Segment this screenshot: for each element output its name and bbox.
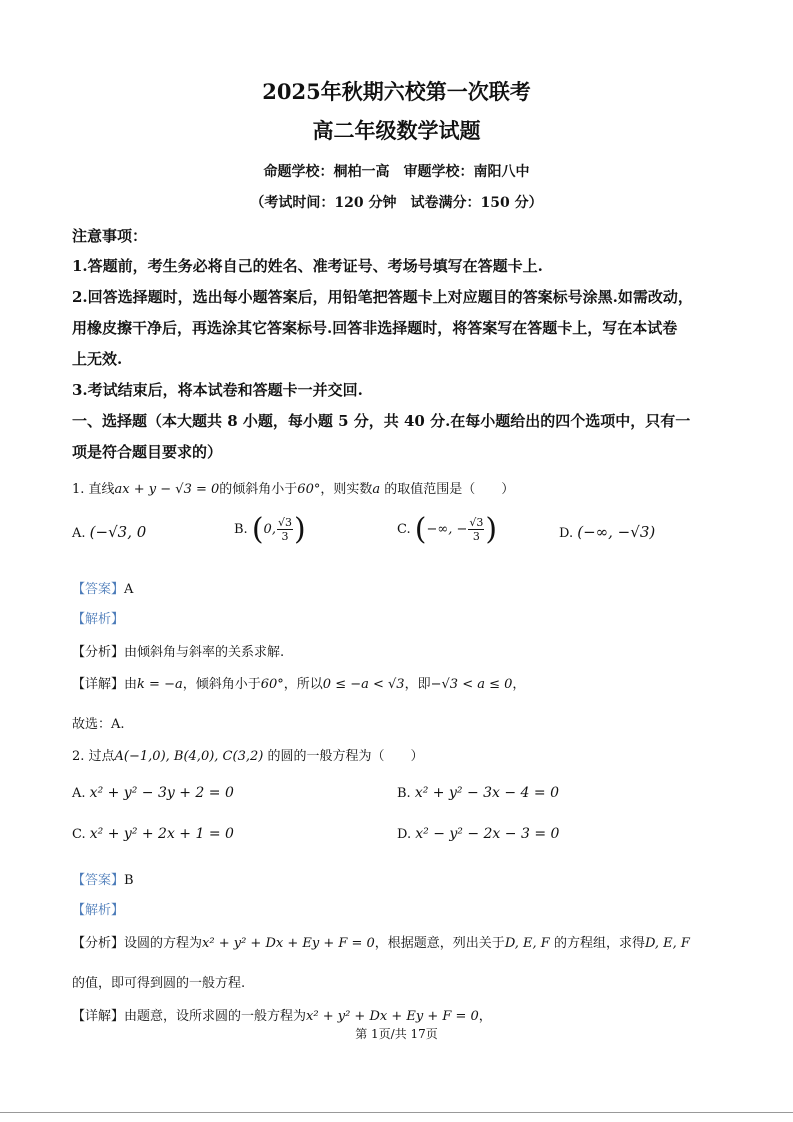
q1-detail-c: ，所以 bbox=[283, 677, 323, 692]
note-2-line-3: 上无效. bbox=[72, 350, 123, 368]
q2-option-a-label: A. bbox=[72, 786, 86, 801]
q1-mid: 的倾斜角小于 bbox=[219, 482, 298, 497]
q1-option-c bbox=[397, 512, 497, 547]
q1-detail-d: ，即 bbox=[404, 677, 431, 692]
q1-option-a bbox=[72, 523, 146, 541]
q1-answer bbox=[72, 578, 133, 597]
q1-mid2: ，则实数 bbox=[320, 482, 373, 497]
q2-fenxi-equation: x² + y² + Dx + Ey + F = 0 bbox=[202, 936, 375, 951]
q2-points: A(−1,0), B(4,0), C(3,2) bbox=[114, 749, 264, 764]
q1-option-a-value: (−√3, 0 bbox=[89, 523, 147, 541]
q2-answer-value: B bbox=[124, 873, 134, 888]
exam-time-info: （考试时间：120 分钟 试卷满分：150 分） bbox=[250, 195, 543, 211]
q1-detail-e: ， bbox=[512, 677, 526, 692]
q1-option-b-num: √3 bbox=[277, 516, 292, 529]
q1-option-c-fraction bbox=[468, 516, 484, 543]
section-1-line-1: 一、选择题（本大题共 8 小题，每小题 5 分，共 40 分.在每小题给出的四个选项中，只有一 bbox=[72, 412, 691, 430]
q1-option-c-rparen: ) bbox=[485, 512, 498, 547]
q1-fenxi-text: 由倾斜角与斜率的关系求解. bbox=[124, 645, 285, 660]
q2-detail bbox=[72, 1005, 492, 1024]
note-1: 1.答题前，考生务必将自己的姓名、准考证号、考场号填写在答题卡上. bbox=[72, 257, 543, 275]
q2-fenxi-b: ，根据题意，列出关于 bbox=[374, 936, 505, 951]
q1-var: a bbox=[372, 482, 381, 497]
q1-option-c-den: 3 bbox=[472, 530, 480, 543]
q1-option-b-left: 0, bbox=[263, 522, 276, 537]
q2-fenxi-vars-2: D, E, F bbox=[644, 936, 690, 951]
q2-option-c-label: C. bbox=[72, 827, 86, 842]
question-2-stem bbox=[72, 745, 423, 764]
bottom-divider bbox=[0, 1112, 793, 1113]
q2-prefix: 2. 过点 bbox=[72, 749, 115, 764]
q1-detail-result: −√3 < a ≤ 0 bbox=[430, 677, 513, 692]
q2-answer-tag: 【答案】 bbox=[72, 873, 125, 888]
question-1-stem bbox=[72, 478, 514, 497]
q2-option-b-value: x² + y² − 3x − 4 = 0 bbox=[414, 785, 559, 801]
q1-option-c-num: √3 bbox=[469, 516, 484, 529]
q1-option-c-lparen: ( bbox=[414, 512, 427, 547]
q1-option-d bbox=[559, 523, 655, 541]
q2-option-a-value: x² + y² − 3y + 2 = 0 bbox=[89, 785, 234, 801]
notes-heading: 注意事项： bbox=[72, 227, 148, 245]
q1-angle: 60° bbox=[297, 482, 321, 497]
q1-option-b-rparen: ) bbox=[293, 512, 306, 547]
q1-suffix: 的取值范围是（ ） bbox=[380, 482, 515, 497]
q1-detail-b: ，倾斜角小于 bbox=[182, 677, 261, 692]
exam-subtitle: 高二年级数学试题 bbox=[312, 118, 481, 143]
q2-fenxi-line-2: 的值，即可得到圆的一般方程. bbox=[72, 976, 246, 991]
q1-option-d-value: (−∞, −√3) bbox=[577, 523, 656, 541]
q2-fenxi-tag: 【分析】 bbox=[72, 936, 125, 951]
q2-fenxi-line-1 bbox=[72, 932, 690, 951]
note-2-line-1: 2.回答选择题时，选出每小题答案后，用铅笔把答题卡上对应题目的答案标号涂黑.如需改动， bbox=[72, 288, 693, 306]
q1-answer-value: A bbox=[124, 582, 134, 597]
q1-choose: 故选：A. bbox=[72, 717, 125, 732]
q1-option-d-label: D. bbox=[559, 526, 574, 541]
q2-detail-tag: 【详解】 bbox=[72, 1009, 125, 1024]
q1-fenxi-tag: 【分析】 bbox=[72, 645, 125, 660]
q2-detail-a: 由题意，设所求圆的一般方程为 bbox=[124, 1009, 307, 1024]
q2-detail-equation: x² + y² + Dx + Ey + F = 0 bbox=[306, 1009, 479, 1024]
q1-option-b-fraction bbox=[277, 516, 293, 543]
note-3: 3.考试结束后，将本试卷和答题卡一并交回. bbox=[72, 381, 363, 399]
q1-detail-tag: 【详解】 bbox=[72, 677, 125, 692]
q2-option-d-label: D. bbox=[397, 827, 412, 842]
q1-option-b-den: 3 bbox=[281, 530, 289, 543]
q2-suffix: 的圆的一般方程为（ ） bbox=[263, 749, 424, 764]
q1-detail-ineq: 0 ≤ −a < √3 bbox=[322, 677, 405, 692]
q1-detail-a: 由 bbox=[124, 677, 138, 692]
q1-detail bbox=[72, 673, 525, 692]
q2-option-d bbox=[397, 826, 559, 842]
exam-title: 2025年秋期六校第一次联考 bbox=[262, 79, 531, 104]
exam-schools: 命题学校：桐柏一高 审题学校：南阳八中 bbox=[263, 164, 530, 180]
q2-detail-b: ， bbox=[478, 1009, 492, 1024]
q1-fenxi bbox=[72, 641, 284, 660]
q2-analysis-tag: 【解析】 bbox=[72, 903, 125, 918]
q1-detail-k: k = −a bbox=[137, 677, 183, 692]
q1-option-b bbox=[234, 512, 306, 547]
note-2-line-2: 用橡皮擦干净后，再选涂其它答案标号.回答非选择题时，将答案写在答题卡上，写在本试卷 bbox=[72, 319, 678, 337]
q1-option-a-label: A. bbox=[72, 526, 86, 541]
q2-fenxi-vars: D, E, F bbox=[504, 936, 550, 951]
section-1-line-2: 项是符合题目要求的） bbox=[72, 443, 223, 461]
q2-option-b bbox=[397, 785, 559, 801]
q1-option-b-label: B. bbox=[234, 522, 248, 537]
q1-option-c-left: −∞, − bbox=[426, 522, 468, 537]
q1-option-b-lparen: ( bbox=[251, 512, 264, 547]
q2-option-b-label: B. bbox=[397, 786, 411, 801]
q2-fenxi-c: 的方程组，求得 bbox=[549, 936, 645, 951]
q2-option-a bbox=[72, 785, 234, 801]
q2-option-c-value: x² + y² + 2x + 1 = 0 bbox=[89, 826, 234, 842]
q1-option-c-label: C. bbox=[397, 522, 411, 537]
q2-option-c bbox=[72, 826, 234, 842]
q1-analysis-tag: 【解析】 bbox=[72, 612, 125, 627]
q1-answer-tag: 【答案】 bbox=[72, 582, 125, 597]
q1-detail-angle: 60° bbox=[260, 677, 284, 692]
q2-option-d-value: x² − y² − 2x − 3 = 0 bbox=[415, 826, 560, 842]
q2-answer bbox=[72, 869, 134, 888]
q1-prefix: 1. 直线 bbox=[72, 482, 115, 497]
q1-equation: ax + y − √3 = 0 bbox=[114, 482, 220, 497]
page-number: 第 1页/共 17页 bbox=[355, 1027, 438, 1041]
q2-fenxi-a: 设圆的方程为 bbox=[124, 936, 203, 951]
